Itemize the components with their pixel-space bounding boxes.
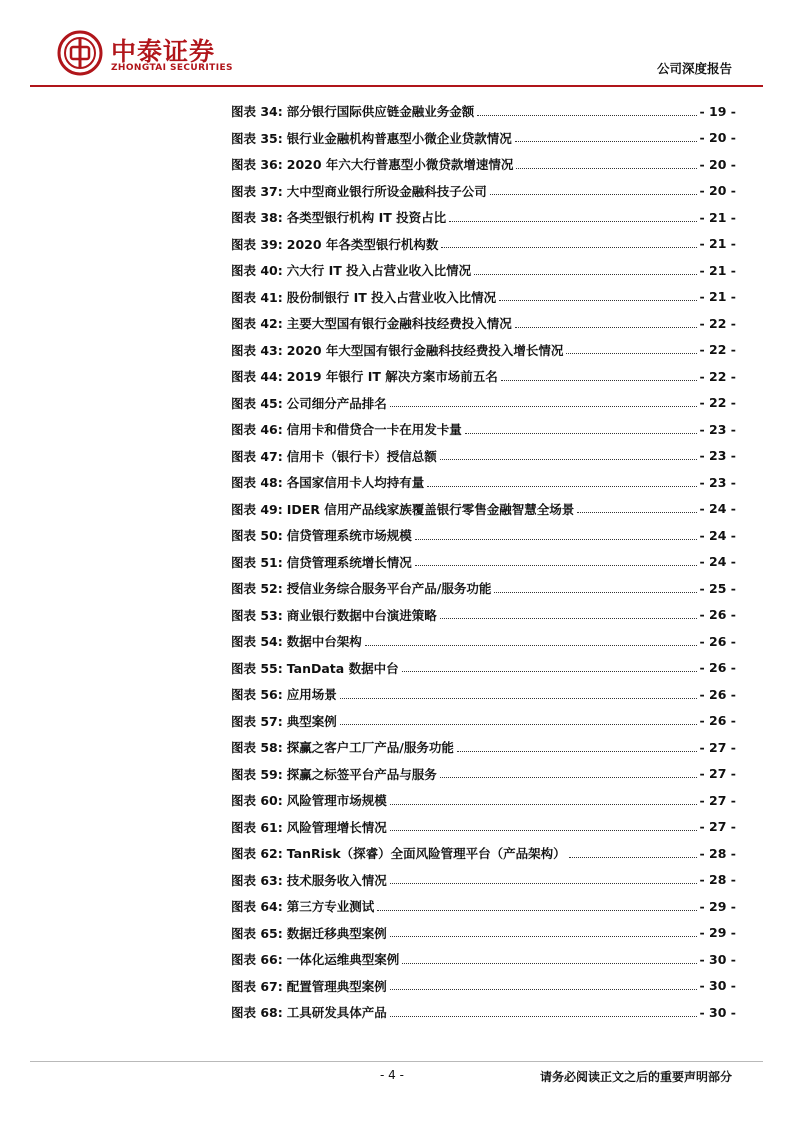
toc-entry-label: 图表 65: (231, 925, 283, 941)
toc-entry-page: - 21 - (699, 262, 736, 278)
toc-leader-dots (440, 618, 697, 619)
toc-entry-title: 工具研发具体产品 (286, 1005, 387, 1021)
toc-entry[interactable] (231, 469, 736, 496)
toc-entry[interactable] (231, 734, 736, 761)
toc-entry[interactable] (231, 761, 736, 788)
toc-entry-label: 图表 66: (231, 952, 283, 968)
toc-entry-label: 图表 56: (231, 687, 283, 703)
toc-entry-title: 第三方专业测试 (286, 899, 375, 915)
toc-entry-label: 图表 60: (231, 793, 283, 809)
toc-leader-dots (477, 115, 696, 116)
company-logo (57, 30, 237, 80)
toc-entry-title: 主要大型国有银行金融科技经费投入情况 (286, 316, 512, 332)
toc-entry-label: 图表 61: (231, 819, 283, 835)
toc-leader-dots (440, 459, 697, 460)
toc-entry[interactable] (231, 231, 736, 258)
toc-entry-page: - 29 - (699, 898, 736, 914)
toc-entry[interactable] (231, 946, 736, 973)
toc-entry-label: 图表 35: (231, 130, 283, 146)
toc-entry-label: 图表 50: (231, 528, 283, 544)
toc-entry-title: 一体化运维典型案例 (286, 952, 400, 968)
toc-entry-page: - 26 - (699, 713, 736, 729)
toc-entry-title: 2019 年银行 IT 解决方案市场前五名 (286, 369, 498, 385)
toc-entry-title: TanRisk（探睿）全面风险管理平台（产品架构） (286, 846, 566, 862)
toc-entry-label: 图表 59: (231, 766, 283, 782)
toc-entry-title: 各国家信用卡人均持有量 (286, 475, 425, 491)
toc-entry-title: 信用卡和借贷合一卡在用发卡量 (286, 422, 462, 438)
toc-entry-label: 图表 63: (231, 872, 283, 888)
toc-entry-label: 图表 48: (231, 475, 283, 491)
toc-entry-label: 图表 67: (231, 978, 283, 994)
toc-entry-label: 图表 53: (231, 607, 283, 623)
toc-leader-dots (490, 194, 697, 195)
toc-entry-title: 风险管理市场规模 (286, 793, 387, 809)
toc-entry-page: - 27 - (699, 819, 736, 835)
toc-entry-label: 图表 49: (231, 501, 283, 517)
toc-entry-title: 探赢之标签平台产品与服务 (286, 766, 437, 782)
toc-entry-page: - 30 - (699, 978, 736, 994)
toc-entry-page: - 21 - (699, 236, 736, 252)
toc-entry[interactable] (231, 284, 736, 311)
toc-leader-dots (577, 512, 696, 513)
toc-leader-dots (501, 380, 697, 381)
toc-entry-title: 信贷管理系统市场规模 (286, 528, 412, 544)
toc-leader-dots (569, 857, 697, 858)
brand-name-cn: 中泰证券 (111, 37, 216, 66)
toc-entry-page: - 24 - (699, 501, 736, 517)
toc-entry-label: 图表 55: (231, 660, 283, 676)
toc-entry-page: - 29 - (699, 925, 736, 941)
toc-entry-title: 六大行 IT 投入占营业收入比情况 (286, 263, 472, 279)
toc-leader-dots (390, 989, 697, 990)
toc-entry-label: 图表 62: (231, 846, 283, 862)
toc-entry-page: - 21 - (699, 209, 736, 225)
toc-entry-page: - 23 - (699, 421, 736, 437)
toc-entry-page: - 27 - (699, 792, 736, 808)
toc-entry[interactable] (231, 363, 736, 390)
toc-entry-label: 图表 36: (231, 157, 283, 173)
toc-entry-page: - 20 - (699, 183, 736, 199)
toc-entry[interactable] (231, 151, 736, 178)
toc-entry[interactable] (231, 125, 736, 152)
toc-entry-page: - 22 - (699, 342, 736, 358)
toc-leader-dots (402, 671, 697, 672)
toc-entry-title: 信贷管理系统增长情况 (286, 554, 412, 570)
toc-leader-dots (465, 433, 697, 434)
toc-entry[interactable] (231, 920, 736, 947)
toc-entry-page: - 20 - (699, 156, 736, 172)
toc-leader-dots (566, 353, 696, 354)
toc-entry-title: 风险管理增长情况 (286, 819, 387, 835)
footer-divider (30, 1061, 763, 1062)
toc-entry-label: 图表 40: (231, 263, 283, 279)
toc-entry-page: - 28 - (699, 872, 736, 888)
toc-entry-label: 图表 64: (231, 899, 283, 915)
toc-entry-page: - 23 - (699, 474, 736, 490)
toc-entry-title: 银行业金融机构普惠型小微企业贷款情况 (286, 130, 512, 146)
toc-entry-title: 技术服务收入情况 (286, 872, 387, 888)
toc-entry[interactable] (231, 204, 736, 231)
toc-entry[interactable] (231, 602, 736, 629)
toc-leader-dots (340, 724, 697, 725)
toc-leader-dots (427, 486, 696, 487)
toc-entry[interactable] (231, 337, 736, 364)
toc-entry[interactable] (231, 628, 736, 655)
toc-leader-dots (390, 804, 697, 805)
toc-entry-title: 部分银行国际供应链金融业务金额 (286, 104, 475, 120)
toc-entry-title: 应用场景 (286, 687, 337, 703)
toc-entry-title: 信用卡（银行卡）授信总额 (286, 448, 437, 464)
toc-entry-title: IDER 信用产品线家族覆盖银行零售金融智慧全场景 (286, 501, 575, 517)
toc-leader-dots (457, 751, 697, 752)
toc-entry-label: 图表 57: (231, 713, 283, 729)
toc-leader-dots (390, 936, 697, 937)
toc-entry-page: - 25 - (699, 580, 736, 596)
toc-entry-page: - 28 - (699, 845, 736, 861)
toc-leader-dots (515, 327, 697, 328)
toc-entry[interactable] (231, 257, 736, 284)
brand-name-en: ZHONGTAI SECURITIES (111, 63, 233, 73)
toc-entry-page: - 26 - (699, 607, 736, 623)
toc-entry-title: TanData 数据中台 (286, 660, 399, 676)
toc-entry-label: 图表 51: (231, 554, 283, 570)
toc-entry-title: 2020 年大型国有银行金融科技经费投入增长情况 (286, 342, 564, 358)
toc-leader-dots (415, 539, 697, 540)
toc-entry-label: 图表 44: (231, 369, 283, 385)
toc-entry-page: - 22 - (699, 395, 736, 411)
toc-entry-title: 典型案例 (286, 713, 337, 729)
toc-leader-dots (440, 777, 697, 778)
toc-entry-title: 探赢之客户工厂产品/服务功能 (286, 740, 454, 756)
figure-list (231, 98, 736, 1026)
toc-entry-page: - 20 - (699, 130, 736, 146)
toc-leader-dots (390, 1016, 697, 1017)
toc-entry-label: 图表 47: (231, 448, 283, 464)
toc-entry-title: 大中型商业银行所设金融科技子公司 (286, 183, 487, 199)
toc-entry-title: 2020 年各类型银行机构数 (286, 236, 439, 252)
toc-entry-title: 数据迁移典型案例 (286, 925, 387, 941)
toc-entry-label: 图表 34: (231, 104, 283, 120)
toc-entry[interactable] (231, 787, 736, 814)
toc-entry-page: - 22 - (699, 368, 736, 384)
toc-entry-label: 图表 39: (231, 236, 283, 252)
toc-entry-label: 图表 54: (231, 634, 283, 650)
toc-entry[interactable] (231, 98, 736, 125)
toc-entry-page: - 26 - (699, 660, 736, 676)
report-type: 公司深度报告 (656, 61, 732, 76)
toc-entry[interactable] (231, 310, 736, 337)
toc-leader-dots (365, 645, 697, 646)
toc-entry[interactable] (231, 575, 736, 602)
toc-entry-page: - 26 - (699, 686, 736, 702)
toc-entry-page: - 21 - (699, 289, 736, 305)
toc-entry-page: - 24 - (699, 527, 736, 543)
toc-entry-label: 图表 42: (231, 316, 283, 332)
toc-entry[interactable] (231, 549, 736, 576)
company-logo-icon (57, 30, 103, 76)
toc-leader-dots (515, 141, 697, 142)
toc-entry[interactable] (231, 496, 736, 523)
toc-entry[interactable] (231, 416, 736, 443)
toc-entry-label: 图表 58: (231, 740, 283, 756)
toc-leader-dots (499, 300, 696, 301)
toc-entry[interactable] (231, 893, 736, 920)
toc-leader-dots (390, 883, 697, 884)
toc-entry-page: - 23 - (699, 448, 736, 464)
toc-leader-dots (377, 910, 696, 911)
toc-entry-label: 图表 38: (231, 210, 283, 226)
toc-entry[interactable] (231, 708, 736, 735)
toc-entry[interactable] (231, 867, 736, 894)
footer-disclaimer: 请务必阅读正文之后的重要声明部分 (539, 1070, 732, 1084)
toc-entry-title: 2020 年六大行普惠型小微贷款增速情况 (286, 157, 514, 173)
toc-leader-dots (449, 221, 696, 222)
toc-entry-title: 公司细分产品排名 (286, 395, 387, 411)
toc-entry-label: 图表 37: (231, 183, 283, 199)
toc-entry[interactable] (231, 999, 736, 1026)
toc-entry-title: 各类型银行机构 IT 投资占比 (286, 210, 447, 226)
toc-entry-page: - 22 - (699, 315, 736, 331)
toc-entry-page: - 27 - (699, 739, 736, 755)
toc-entry-label: 图表 45: (231, 395, 283, 411)
toc-entry-label: 图表 68: (231, 1005, 283, 1021)
toc-leader-dots (390, 830, 697, 831)
toc-leader-dots (441, 247, 696, 248)
toc-entry[interactable] (231, 681, 736, 708)
toc-entry[interactable] (231, 390, 736, 417)
toc-leader-dots (402, 963, 696, 964)
toc-entry-label: 图表 52: (231, 581, 283, 597)
toc-entry[interactable] (231, 522, 736, 549)
toc-leader-dots (390, 406, 697, 407)
toc-entry[interactable] (231, 973, 736, 1000)
toc-entry-label: 图表 46: (231, 422, 283, 438)
toc-entry-title: 股份制银行 IT 投入占营业收入比情况 (286, 289, 497, 305)
toc-entry[interactable] (231, 814, 736, 841)
toc-leader-dots (415, 565, 697, 566)
toc-entry-title: 授信业务综合服务平台产品/服务功能 (286, 581, 492, 597)
toc-entry-title: 商业银行数据中台演进策略 (286, 607, 437, 623)
header-divider (30, 85, 763, 87)
toc-entry-page: - 27 - (699, 766, 736, 782)
toc-leader-dots (340, 698, 697, 699)
toc-entry-page: - 30 - (699, 1004, 736, 1020)
toc-entry-page: - 24 - (699, 554, 736, 570)
toc-entry[interactable] (231, 655, 736, 682)
toc-leader-dots (474, 274, 696, 275)
toc-entry-label: 图表 43: (231, 342, 283, 358)
toc-leader-dots (494, 592, 696, 593)
toc-entry[interactable] (231, 178, 736, 205)
toc-entry-label: 图表 41: (231, 289, 283, 305)
toc-entry[interactable] (231, 840, 736, 867)
toc-entry-title: 配置管理典型案例 (286, 978, 387, 994)
page-header (0, 0, 793, 90)
toc-entry-page: - 26 - (699, 633, 736, 649)
page-number: - 4 - (380, 1068, 404, 1082)
toc-entry-page: - 30 - (699, 951, 736, 967)
toc-entry-page: - 19 - (699, 103, 736, 119)
toc-entry-title: 数据中台架构 (286, 634, 362, 650)
toc-leader-dots (516, 168, 696, 169)
toc-entry[interactable] (231, 443, 736, 470)
